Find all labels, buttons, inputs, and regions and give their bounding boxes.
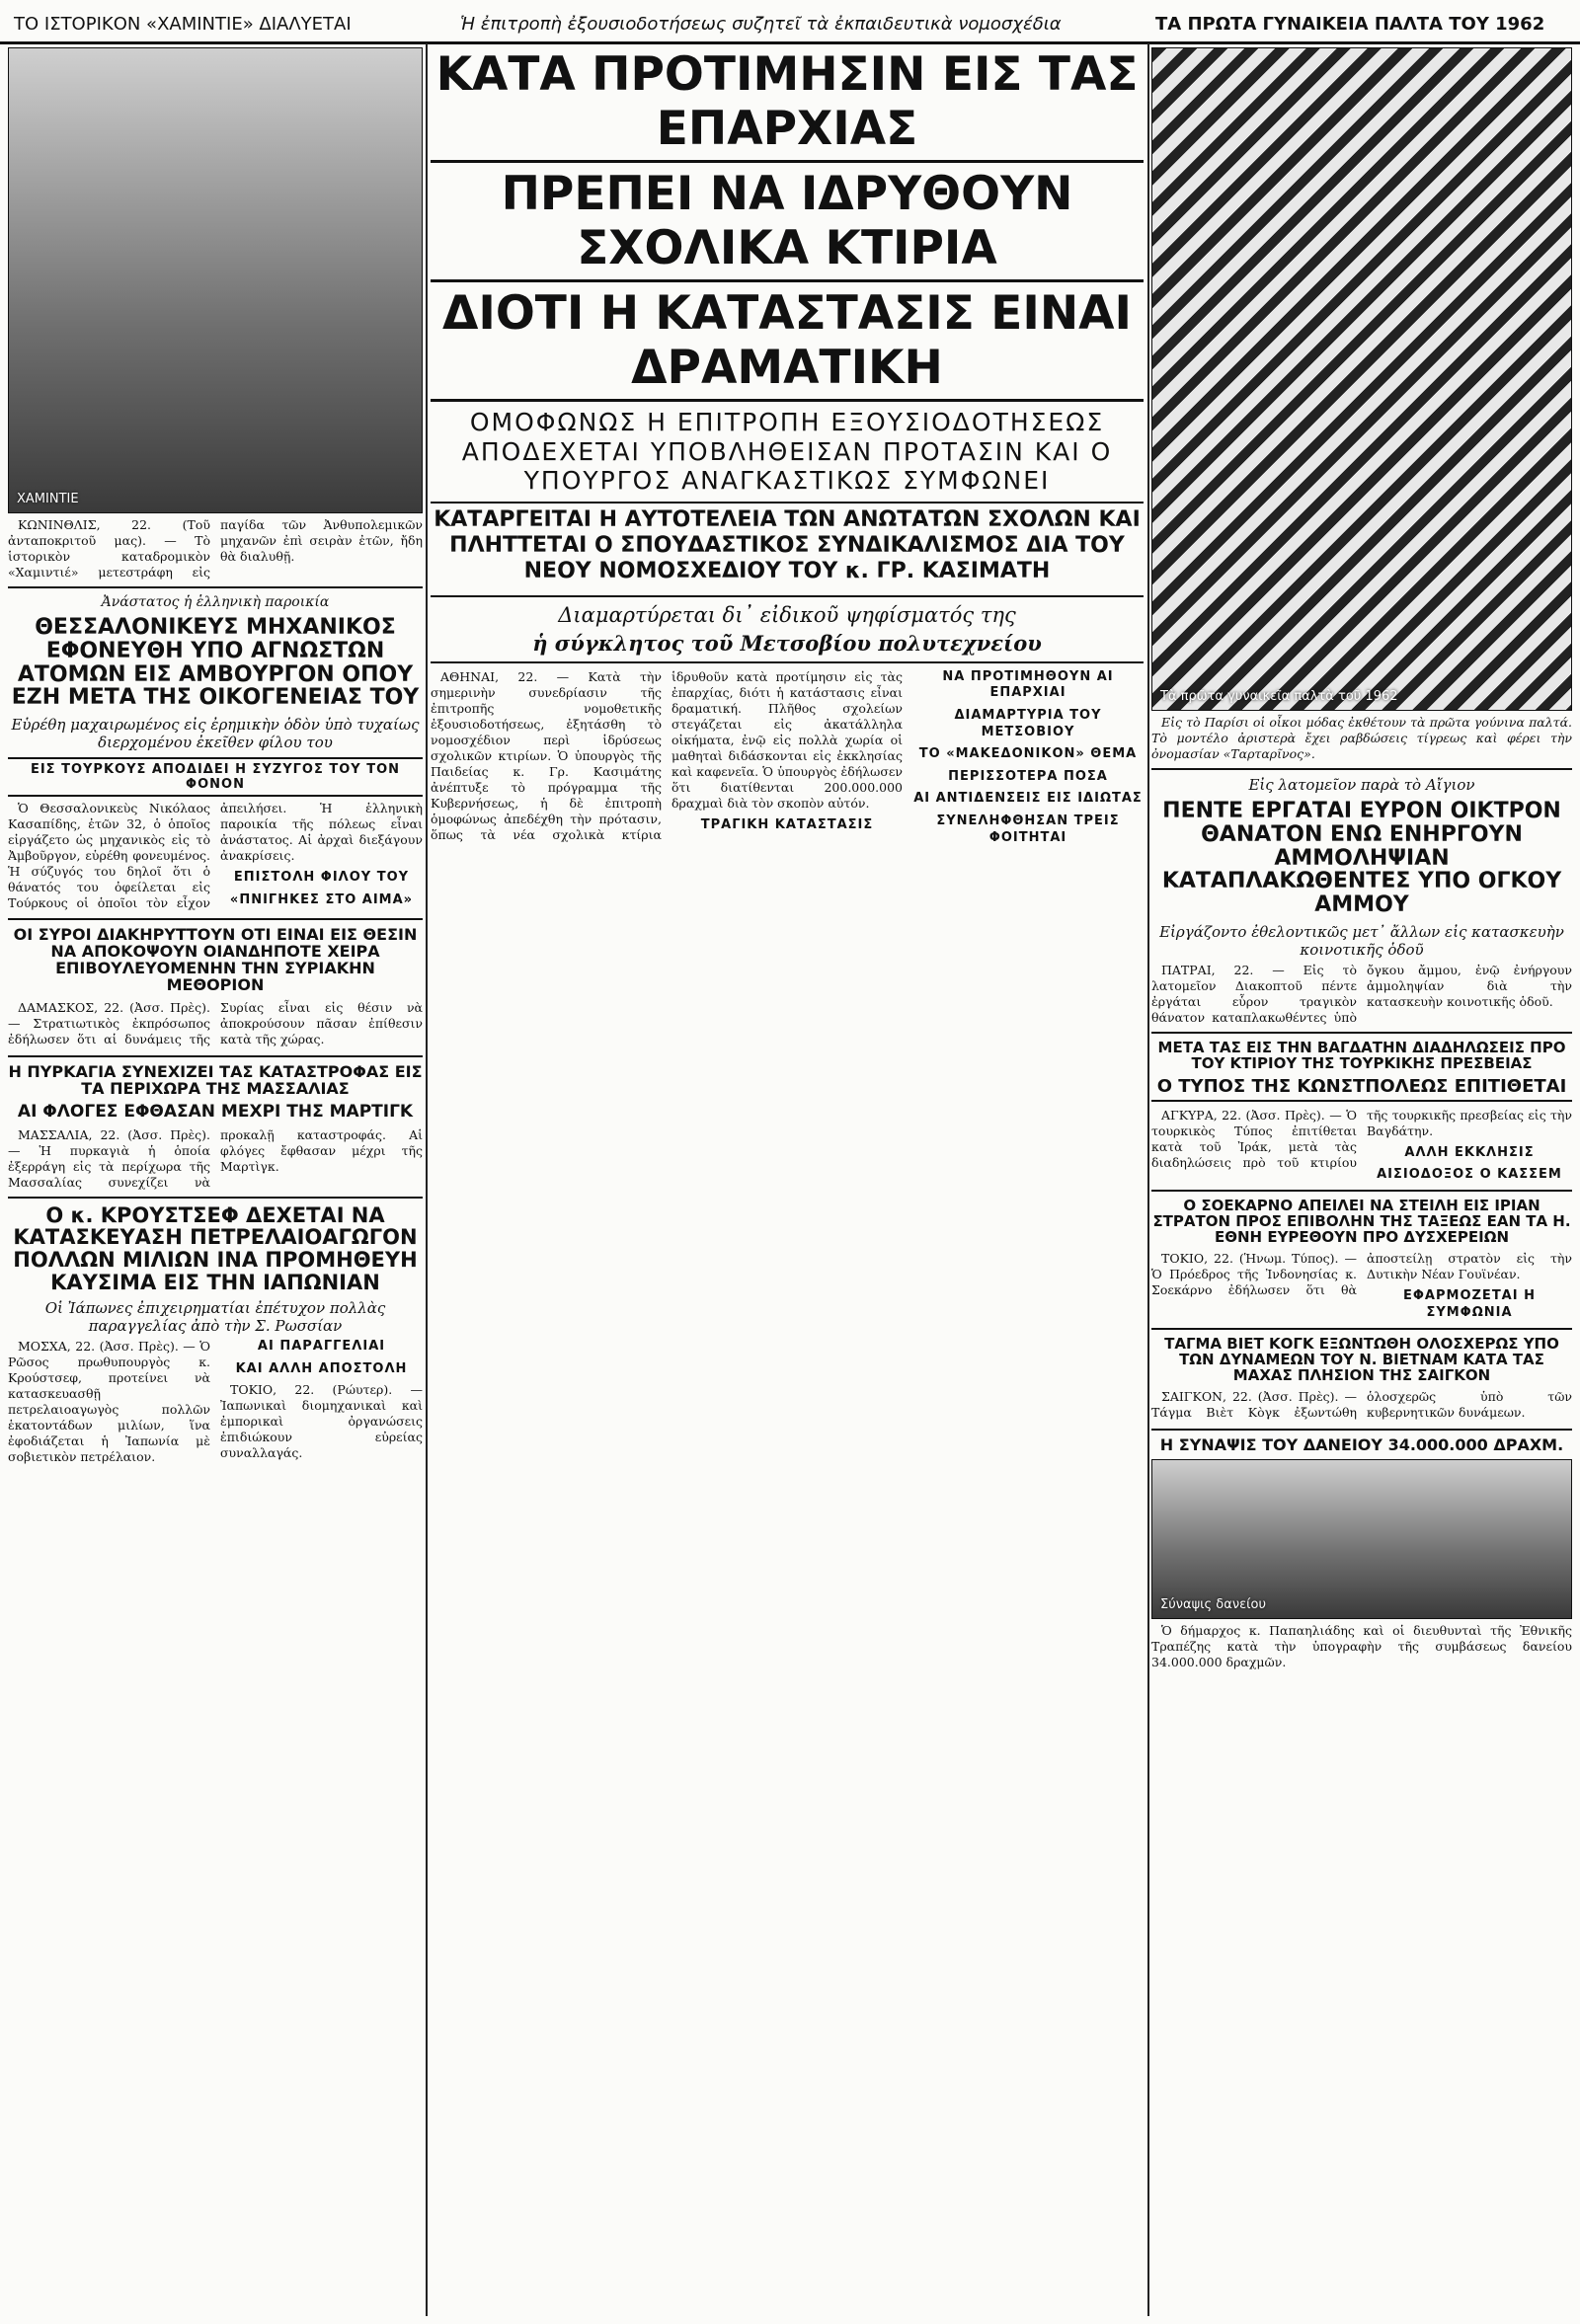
thess-subhead: Εὑρέθη μαχαιρωμένος εἰς ἐρημικὴν ὁδὸν ὑπὸ τυχαίως διερχομένου ἐκεῖθεν φίλου του [11, 716, 420, 751]
sub-eparchiai: ΝΑ ΠΡΟΤΙΜΗΘΟΥΝ ΑΙ ΕΠΑΡΧΙΑΙ [942, 668, 1114, 701]
sub-line-1: Διαμαρτύρεται δι᾽ εἰδικοῦ ψηφίσματός της [558, 602, 1016, 627]
pyrkagia-headline: Η ΠΥΡΚΑΓΙΑ ΣΥΝΕΧΙΖΕΙ ΤΑΣ ΚΑΤΑΣΤΡΟΦΑΣ ΕΙΣ ΤΑ ΠΕΡΙΧΩΡΑ ΤΗΣ ΜΑΣΣΑΛΙΑΣ [8, 1061, 423, 1098]
viet-body-text: ΣΑΙΓΚΟΝ, 22. (Ἀσσ. Πρὲς). — Τάγμα Βιὲτ Κὸγκ ἐξωντώθη ὁλοσχερῶς ὑπὸ τῶν κυβερνητικῶν δυνάμεων. [1151, 1389, 1572, 1421]
ergates-body [1151, 963, 1572, 1026]
soekarno-headline: Ο ΣΟΕΚΑΡΝΟ ΑΠΕΙΛΕΙ ΝΑ ΣΤΕΙΛΗ ΕΙΣ ΙΡΙΑΝ ΣΤΡΑΤΟΝ ΠΡΟΣ ΕΠΙΒΟΛΗΝ ΤΗΣ ΤΑΞΕΩΣ ΕΑΝ ΤΑ Η. ΕΘΝΗ ΕΥΡΕΘΟΥΝ ΠΡΟ ΔΥΣΧΕΡΕΙΩΝ [1152, 1196, 1571, 1247]
ergates-body-text: ΠΑΤΡΑΙ, 22. — Εἰς τὸ λατομεῖον Διακοπτοῦ πέντε ἐργάται εὗρον τραγικὸν θάνατον καταπλακωθέντες ὑπὸ ὄγκου ἄμμου, ἐνῷ ἐνήργουν ἀμμοληψίαν διὰ τὴν κατασκευὴν κοινοτικῆς ὁδοῦ. [1151, 962, 1572, 1025]
headline-line-1: ΚΑΤΑ ΠΡΟΤΙΜΗΣΙΝ ΕΙΣ ΤΑΣ ΕΠΑΡΧΙΑΣ [435, 47, 1139, 156]
thess-kicker: Ἀνάστατος ἡ ἑλληνικὴ παροικία [101, 594, 330, 610]
top-left-title: ΤΟ ΙΣΤΟΡΙΚΟΝ «ΧΑΜΙΝΤΙΕ» ΔΙΑΛΥΕΤΑΙ [14, 14, 352, 35]
kassem-subhead: ΑΙΣΙΟΔΟΞΟΣ Ο ΚΑΣΣΕΜ [1377, 1167, 1562, 1183]
kroustsef-body [8, 1339, 423, 1468]
symfonia-subhead: ΕΦΑΡΜΟΖΕΤΑΙ Η ΣΥΜΦΩΝΙΑ [1403, 1288, 1536, 1320]
syroi-headline: ΟΙ ΣΥΡΟΙ ΔΙΑΚΗΡΥΤΤΟΥΝ ΟΤΙ ΕΙΝΑΙ ΕΙΣ ΘΕΣΙΝ ΝΑ ΑΠΟΚΟΨΟΥΝ ΟΙΑΝΔΗΠΟΤΕ ΧΕΙΡΑ ΕΠΙΒΟΥΛΕΥΟΜΕΝΗΝ ΤΗΝ ΣΥΡΙΑΚΗΝ ΜΕΘΟΡΙΟΝ [13, 924, 418, 995]
deck-2: ΚΑΤΑΡΓΕΙΤΑΙ Η ΑΥΤΟΤΕΛΕΙΑ ΤΩΝ ΑΝΩΤΑΤΩΝ ΣΧΟΛΩΝ ΚΑΙ ΠΛΗΤΤΕΤΑΙ Ο ΣΠΟΥΔΑΣΤΙΚΟΣ ΣΥΝΔΙΚΑΛΙΣΜΟΣ ΔΙΑ ΤΟΥ ΝΕΟΥ ΝΟΜΟΣΧΕΔΙΟΥ ΤΟΥ κ. ΓΡ. ΚΑΣΙΜΑΤΗ [431, 502, 1144, 589]
daneio-caption-text: Ὁ δήμαρχος κ. Παπαηλιάδης καὶ οἱ διευθυνταὶ τῆς Ἐθνικῆς Τραπέζης κατὰ τὴν ὑπογραφὴν τῆς συμβάσεως δανείου 34.000.000 δραχμῶν. [1151, 1623, 1572, 1670]
syroi-body-text: ΔΑΜΑΣΚΟΣ, 22. (Ἀσσ. Πρὲς). — Στρατιωτικὸς ἐκπρόσωπος ἐδήλωσεν ὅτι αἱ δυνάμεις τῆς Συρίας εἶναι εἰς θέσιν νὰ ἀποκρούσουν πᾶσαν ἐπίθεσιν κατὰ τῆς χώρας. [8, 999, 423, 1046]
deck-1: ΟΜΟΦΩΝΩΣ Η ΕΠΙΤΡΟΠΗ ΕΞΟΥΣΙΟΔΟΤΗΣΕΩΣ ΑΠΟΔΕΧΕΤΑΙ ΥΠΟΒΛΗΘΕΙΣΑΝ ΠΡΟΤΑΣΙΝ ΚΑΙ Ο ΥΠΟΥΡΓΟΣ ΑΝΑΓΚΑΣΤΙΚΩΣ ΣΥΜΦΩΝΕΙ [461, 408, 1113, 495]
alli-ekklisis-subhead: ΑΛΛΗ ΕΚΚΛΗΣΙΣ [1404, 1144, 1535, 1160]
tokio-body-text: ΤΟΚΙΟ, 22. (Ρώυτερ). — Ἰαπωνικαὶ διομηχανικαὶ καὶ ἐμπορικαὶ ὀργανώσεις ἐπιδιώκουν εὐρείας συναλλαγάς. [220, 1381, 423, 1460]
viet-body [1151, 1389, 1572, 1423]
fashion-caption [1151, 715, 1572, 762]
sub-tragiki: ΤΡΑΓΙΚΗ ΚΑΤΑΣΤΑΣΙΣ [700, 816, 874, 832]
daneio-headline: Η ΣΥΝΑΨΙΣ ΤΟΥ ΔΑΝΕΙΟΥ 34.000.000 ΔΡΑΧΜ. [1159, 1435, 1564, 1455]
tourk-body [1151, 1108, 1572, 1184]
headline-line-2: ΠΡΕΠΕΙ ΝΑ ΙΔΡΥΘΟΥΝ ΣΧΟΛΙΚΑ ΚΤΙΡΙΑ [431, 160, 1144, 279]
ergates-kicker: Εἰς λατομεῖον παρὰ τὸ Αἴγιον [1248, 776, 1475, 794]
daneio-caption [1151, 1623, 1572, 1670]
epistoli-subhead: ΕΠΙΣΤΟΛΗ ΦΙΛΟΥ ΤΟΥ [233, 870, 410, 885]
daneio-photo [1151, 1459, 1572, 1619]
aima-subhead: «ΠΝΙΓΗΚΕΣ ΣΤΟ ΑΙΜΑ» [229, 891, 414, 907]
ship-photo [8, 47, 423, 513]
pyrkagia-body [8, 1127, 423, 1191]
main-body [431, 669, 1144, 847]
ship-caption [8, 517, 423, 581]
thess-body-text: Ὁ Θεσσαλονικεὺς Νικόλαος Κασαπίδης, ἐτῶν 32, ὁ ὁποῖος εἰργάζετο ὡς μηχανικὸς εἰς τὸ Ἀμβοῦργον, εὑρέθη φονευμένος. Ἡ σύζυγός του δηλοῖ ὅτι ὁ θάνατός του ὀφείλεται εἰς Τούρκους οἱ ὁποῖοι τὸν εἶχον ἀπειλήσει. Ἡ ἑλληνικὴ παροικία τῆς πόλεως εἶναι ἀνάστατος. Αἱ ἀρχαὶ διεξάγουν ἀνακρίσεις. [8, 801, 423, 910]
sub-line-2: ἡ σύγκλητος τοῦ Μετσοβίου πολυτεχνείου [431, 631, 1144, 663]
left-column [8, 43, 423, 2316]
pyrkagia-subheadline: ΑΙ ΦΛΟΓΕΣ ΕΦΘΑΣΑΝ ΜΕΧΡΙ ΤΗΣ ΜΑΡΤΙΓΚ [17, 1102, 414, 1123]
sub-metsoviou: ΔΙΑΜΑΡΤΥΡΙΑ ΤΟΥ ΜΕΤΣΟΒΙΟΥ [954, 707, 1102, 739]
soekarno-body [1151, 1251, 1572, 1321]
soekarno-body-text: ΤΟΚΙΟ, 22. (Ἡνωμ. Τύπος). — Ὁ Πρόεδρος τῆς Ἰνδονησίας κ. Σοεκάρνο ἐδήλωσεν ὅτι θὰ ἀποστείλῃ στρατὸν εἰς τὴν Δυτικὴν Νέαν Γουϊνέαν. [1151, 1251, 1572, 1298]
pyrkagia-body-text: ΜΑΣΣΑΛΙΑ, 22. (Ἀσσ. Πρὲς). — Ἡ πυρκαγιὰ ἡ ὁποία ἐξερράγη εἰς τὰ περίχωρα τῆς Μασσαλίας συνεχίζει νὰ προκαλῇ καταστροφάς. Αἱ φλόγες ἔφθασαν μέχρι τῆς Μαρτὶγκ. [8, 1126, 423, 1190]
kroustsef-body-text: ΜΟΣΧΑ, 22. (Ἀσσ. Πρὲς). — Ὁ Ρῶσος πρωθυπουργὸς κ. Κρούστσεφ, προτείνει νὰ κατασκευασθῇ πετρελαιοαγωγὸς πολλῶν ἑκατοντάδων μιλίων, ἵνα ἐφοδιάζεται ἡ Ἰαπωνία μὲ σοβιετικὸν πετρέλαιον. [8, 1339, 210, 1465]
sub-perissotera: ΠΕΡΙΣΣΟΤΕΡΑ ΠΟΣΑ [948, 768, 1108, 784]
parag-subhead: ΑΙ ΠΑΡΑΓΓΕΛΙΑΙ [257, 1339, 386, 1355]
center-column [431, 43, 1144, 2316]
thess-body [8, 801, 423, 912]
ergates-headline: ΠΕΝΤΕ ΕΡΓΑΤΑΙ ΕΥΡΟΝ ΟΙΚΤΡΟΝ ΘΑΝΑΤΟΝ ΕΝΩ ΕΝΗΡΓΟΥΝ ΑΜΜΟΛΗΨΙΑΝ ΚΑΤΑΠΛΑΚΩΘΕΝΤΕΣ ΥΠΟ ΟΓΚΟΥ ΑΜΜΟΥ [1161, 799, 1562, 917]
headline-line-3: ΔΙΟΤΙ Η ΚΑΤΑΣΤΑΣΙΣ ΕΙΝΑΙ ΔΡΑΜΑΤΙΚΗ [431, 279, 1144, 402]
kroustsef-subhead: Οἱ Ἰάπωνες ἐπιχειρηματίαι ἐπέτυχον πολλὰς παραγγελίας ἀπὸ τὴν Σ. Ρωσσίαν [44, 1299, 386, 1336]
tourk-subheadline: Ο ΤΥΠΟΣ ΤΗΣ ΚΩΝΣΤΠΟΛΕΩΣ ΕΠΙΤΙΘΕΤΑΙ [1151, 1077, 1572, 1101]
sub-makedoniko: ΤΟ «ΜΑΚΕΔΟΝΙΚΟΝ» ΘΕΜΑ [918, 746, 1138, 762]
main-headline [431, 43, 1144, 402]
right-column [1151, 43, 1572, 2316]
thess-headline: ΘΕΣΣΑΛΟΝΙΚΕΥΣ ΜΗΧΑΝΙΚΟΣ ΕΦΟΝΕΥΘΗ ΥΠΟ ΑΓΝΩΣΤΩΝ ΑΤΟΜΩΝ ΕΙΣ ΑΜΒΟΥΡΓΟΝ ΟΠΟΥ ΕΖΗ ΜΕΤΑ ΤΗΣ ΟΙΚΟΓΕΝΕΙΑΣ ΤΟΥ [11, 615, 420, 711]
kroustsef-headline: Ο κ. ΚΡΟΥΣΤΣΕΦ ΔΕΧΕΤΑΙ ΝΑ ΚΑΤΑΣΚΕΥΑΣΗ ΠΕΤΡΕΛΑΙΟΑΓΩΓΟΝ ΠΟΛΛΩΝ ΜΙΛΙΩΝ ΙΝΑ ΠΡΟΜΗΘΕΥΗ ΚΑΥΣΙΜΑ ΕΙΣ ΤΗΝ ΙΑΠΩΝΙΑΝ [13, 1202, 418, 1294]
apost-subhead: ΚΑΙ ΑΛΛΗ ΑΠΟΣΤΟΛΗ [235, 1360, 408, 1376]
syroi-body [8, 1000, 423, 1049]
sub-foitites: ΣΥΝΕΛΗΦΘΗΣΑΝ ΤΡΕΙΣ ΦΟΙΤΗΤΑΙ [936, 813, 1120, 845]
fashion-caption-text: Εἰς τὸ Παρίσι οἱ οἶκοι μόδας ἐκθέτουν τὰ πρῶτα γούνινα παλτά. Τὸ μοντέλο ἀριστερὰ ἔχει ραβδώσεις τίγρεως καὶ φέρει τὴν ὀνομασίαν «Ταρταρῖνος». [1151, 715, 1572, 761]
ergates-subhead: Εἰργάζοντο ἐθελοντικῶς μετ᾽ ἄλλων εἰς κατασκευὴν κοινοτικῆς ὁδοῦ [1159, 922, 1564, 959]
column-rule [1147, 43, 1149, 2316]
sub-antidraseis: ΑΙ ΑΝΤΙΔΕΝΣΕΙΣ ΕΙΣ ΙΔΙΩΤΑΣ [913, 791, 1143, 807]
tourk-headline: ΜΕΤΑ ΤΑΣ ΕΙΣ ΤΗΝ ΒΑΓΔΑΤΗΝ ΔΙΑΔΗΛΩΣΕΙΣ ΠΡΟ ΤΟΥ ΚΤΙΡΙΟΥ ΤΗΣ ΤΟΥΡΚΙΚΗΣ ΠΡΕΣΒΕΙΑΣ [1157, 1038, 1566, 1072]
main-body-text: ΑΘΗΝΑΙ, 22. — Κατὰ τὴν σημερινὴν συνεδρίασιν τῆς ἐπιτροπῆς νομοθετικῆς ἐξουσιοδοτήσεως, ἐξητάσθη τὸ νομοσχέδιον περὶ ἱδρύσεως σχολικῶν κτιρίων. Ὁ ὑπουργὸς τῆς Παιδείας κ. Γρ. Κασιμάτης ἀνέπτυξε τὸ πρόγραμμα τῆς Κυβερνήσεως, ἡ δὲ ἐπιτροπὴ ὁμοφώνως ἀπεδέχθη τὴν πρότασιν, ὅπως τὰ νέα σχολικὰ κτίρια ἱδρυθοῦν κατὰ προτίμησιν εἰς τὰς ἐπαρχίας, διότι ἡ κατάστασις εἶναι δραματική. Πλῆθος σχολείων στεγάζεται εἰς ἀκατάλληλα οἰκήματα, ἐνῷ εἰς πολλὰ χωρία οἱ μαθηταὶ διδάσκονται εἰς ἐκκλησίας καὶ καφενεῖα. Ὁ ὑπουργὸς ἐδήλωσεν ὅτι διατίθενται 200.000.000 δραχμαὶ διὰ τὸν σκοπὸν αὐτόν. [431, 668, 903, 842]
ship-photo-label: ΧΑΜΙΝΤΙΕ [17, 492, 79, 506]
daneio-photo-label: Σύναψις δανείου [1160, 1597, 1266, 1613]
viet-headline: ΤΑΓΜΑ ΒΙΕΤ ΚΟΓΚ ΕΞΩΝΤΩΘΗ ΟΛΟΣΧΕΡΩΣ ΥΠΟ ΤΩΝ ΔΥΝΑΜΕΩΝ ΤΟΥ Ν. ΒΙΕΤΝΑΜ ΚΑΤΑ ΤΑΣ ΜΑΧΑΣ ΠΛΗΣΙΟΝ ΤΗΣ ΣΑΙΓΚΟΝ [1164, 1334, 1559, 1384]
ship-caption-text: ΚΩΝΙΝΘΛΙΣ, 22. (Τοῦ ἀνταποκριτοῦ μας). — Τὸ ἱστορικὸν καταδρομικὸν «Χαμιντιέ» μετεστράφη εἰς παγίδα τῶν Ἀνθυπολεμικῶν μηχανῶν ἐπὶ σειρὰν ἐτῶν, ἤδη θὰ διαλυθῇ. [8, 517, 423, 580]
column-rule [426, 43, 428, 2316]
top-right-title: ΤΑ ΠΡΩΤΑ ΓΥΝΑΙΚΕΙΑ ΠΑΛΤΑ ΤΟΥ 1962 [1155, 14, 1545, 35]
top-center-title: Ἡ ἐπιτροπὴ ἐξουσιοδοτήσεως συζητεῖ τὰ ἐκπαιδευτικὰ νομοσχέδια [460, 14, 1062, 35]
tourk-body-text: ΑΓΚΥΡΑ, 22. (Ἀσσ. Πρὲς). — Ὁ τουρκικὸς Τύπος ἐπιτίθεται κατὰ τοῦ Ἰράκ, μετὰ τὰς διαδηλώσεις πρὸ τοῦ κτιρίου τῆς τουρκικῆς πρεσβείας εἰς τὴν Βαγδάτην. [1151, 1107, 1572, 1170]
fashion-photo [1151, 47, 1572, 711]
thess-tag: ΕΙΣ ΤΟΥΡΚΟΥΣ ΑΠΟΔΙΔΕΙ Η ΣΥΖΥΓΟΣ ΤΟΥ ΤΟΝ ΦΟΝΟΝ [8, 757, 423, 797]
fashion-photo-label: Τὰ πρῶτα γυναικεῖα παλτὰ τοῦ 1962 [1160, 689, 1398, 704]
top-strip [0, 4, 1580, 44]
